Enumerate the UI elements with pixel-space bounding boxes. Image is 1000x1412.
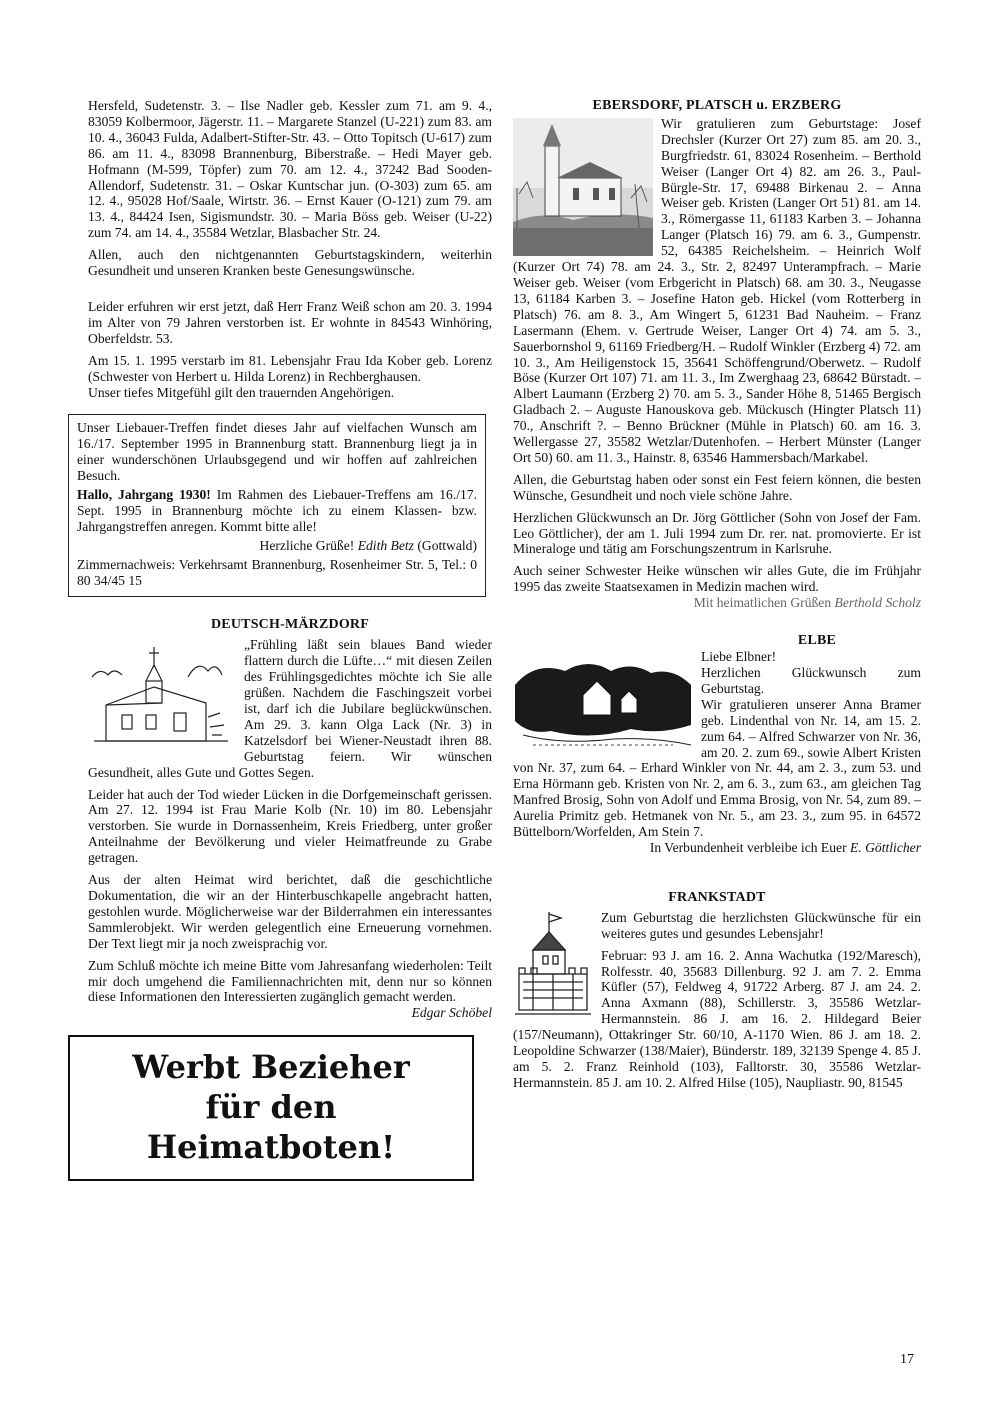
section-heading-maerzdorf: DEUTSCH-MÄRZDORF xyxy=(211,617,369,633)
maerzdorf-documentation: Aus der alten Heimat wird berichtet, daß die geschichtliche Dokumentation, die wir an der Hinterbuschkapelle angebracht hatten, gestohlen wurde. Möglicherweise war der Bilderrahmen ein interessantes Sammlerobjekt. Wir werden gelegentlich eine Erneuerung vornehmen. Der Text liegt mir ja noch zweisprachig vor. xyxy=(88,872,492,951)
ebersdorf-doctorate: Herzlichen Glückwunsch an Dr. Jörg Göttlicher (Sohn von Josef der Fam. Leo Göttlicher), der am 1. Juli 1994 zum Dr. rer. nat. promovierte. Er ist Mineraloge und tätig am Forschungszentrum in Karlsruhe. xyxy=(513,509,921,557)
village-sketch-image xyxy=(513,655,693,753)
elbe-salutation: Liebe Elbner! xyxy=(701,649,777,665)
class-reunion-heading: Hallo, Jahrgang 1930! xyxy=(77,487,211,503)
maerzdorf-request: Zum Schluß möchte ich meine Bitte vom Jahresanfang wiederholen: Teilt mir doch umgehend die Familiennachrichten mit, denn nur so können diese Informationen den Interessierten zugänglich gemacht werden. Edgar Schöbel xyxy=(88,957,492,1021)
maerzdorf-obituary: Leider hat auch der Tod wieder Lücken in die Dorfgemeinschaft gerissen. Am 27. 12. 1994 ist Frau Marie Kolb (Nr. 10) im 80. Lebensjahr verstorben. Sie wurde in Dornassenheim, Kreis Friedberg, unter großer Anteilnahme der Bevölkerung und vieler Heimatfreunde zu Grabe getragen. xyxy=(88,786,492,866)
meeting-notice-text: Unser Liebauer-Treffen findet dieses Jahr auf vielfachen Wunsch am 16./17. September 1995 in Brannenburg statt. Brannenburg liegt ja in einer wunderschönen Urlaubsgegend und wir hoffen auf zahlreichen Besuch. xyxy=(77,420,477,484)
ebersdorf-heike: Auch seiner Schwester Heike wünschen wir alles Gute, die im Frühjahr 1995 das zweite Staatsexamen in Medizin machen wird. Mit heimatlichen Grüßen Berthold Scholz xyxy=(513,563,921,611)
maerzdorf-signature: Edgar Schöbel xyxy=(411,1005,492,1021)
right-column xyxy=(513,98,921,1097)
church-photo-image xyxy=(513,118,653,256)
section-heading-ebersdorf: EBERSDORF, PLATSCH u. ERZBERG xyxy=(592,98,842,113)
condolence: Unser tiefes Mitgefühl gilt den trauernden Angehörigen. xyxy=(88,384,395,400)
ebersdorf-wishes: Allen, die Geburtstag haben oder sonst ein Fest feiern können, die besten Wünsche, Gesundheit und noch viele schöne Jahre. xyxy=(513,471,921,503)
frankstadt-birthdays: Februar: 93 J. am 16. 2. Anna Wachutka (192/Maresch), Rolfesstr. 40, 35683 Dillenburg. 92 J. am 7. 2. Emma Küfler (57), Feldweg 4, 91722 Arberg. 87 J. am 24. 2. Anna Axmann (88), Schillerstr. 3, 35586 Wetzlar-Hermannstein. 86 J. am 16. 2. Hildegard Beier (157/Neumann), Ottakringer Str. 60/10, A-1170 Wien. 86 J. am 18. 2. Leopoldine Schwarzer (138/Maier), Bünderstr. 189, 32139 Spenge 4. 85 J. am 5. 2. Franz Reinhold (103), Falltorstr. 30, 35586 Wetzlar-Hermannstein. 85 J. am 10. 2. Alfred Hilse (105), Naupliastr. 90, 81545 xyxy=(513,947,921,1090)
promo-line-1: Werbt Bezieher xyxy=(132,1048,410,1087)
accommodation-info: Zimmernachweis: Verkehrsamt Brannenburg, Rosenheimer Str. 5, Tel.: 0 80 34/45 15 xyxy=(77,556,477,588)
box-signature: Herzliche Grüße! Edith Betz (Gottwald) xyxy=(259,537,477,553)
promo-line-3: Heimatboten! xyxy=(146,1128,396,1167)
section-heading-elbe: ELBE xyxy=(797,633,837,649)
maerzdorf-greeting: „Frühling läßt sein blaues Band wieder flattern durch die Lüfte…“ mit diesen Zeilen des Frühlingsgedichtes möchte ich Sie alle grüßen. Nachdem die Faschingszeit vorbei ist, darf ich die Jubilare beglückwünschen. Am 29. 3. kann Olga Lack (Nr. 3) in Katzelsdorf bei Wiener-Neustadt ihren 88. Geburtstag feiern. Wir wünschen Gesundheit, alles Gute und Gottes Segen. xyxy=(88,637,492,780)
elbe-congrats: Herzlichen Glückwunsch zum Geburtstag. xyxy=(701,665,921,696)
subscriber-promo-box xyxy=(68,1035,474,1181)
frankstadt-congrats: Zum Geburtstag die herzlichsten Glückwünsche für ein weiteres gutes und gesundes Lebensjahr! xyxy=(601,909,921,941)
meeting-notice-box xyxy=(68,414,486,597)
obituary-kober: Am 15. 1. 1995 verstarb im 81. Lebensjahr Frau Ida Kober geb. Lorenz (Schwester von Herbert u. Hilda Lorenz) in Rechberghausen. xyxy=(88,352,492,384)
promo-line-2: für den xyxy=(205,1088,337,1127)
obituary-weiss: Leider erfuhren wir erst jetzt, daß Herr Franz Weiß schon am 20. 3. 1994 im Alter von 79 Jahren verstorben ist. Er wohnte in 84543 Winhöring, Oberfeldstr. 53. xyxy=(88,298,492,346)
page-number: 17 xyxy=(900,1352,914,1367)
class-reunion-text: Hallo, Jahrgang 1930! Im Rahmen des Liebauer-Treffens am 16./17. Sept. 1995 in Brannenburg möchte ich zu einem Klassen- bzw. Jahrgangstreffen anregen. Kommt bitte alle! xyxy=(77,487,477,534)
wishes-paragraph: Allen, auch den nichtgenannten Geburtstagskindern, weiterhin Gesundheit und unseren Kranken beste Genesungswünsche. xyxy=(88,247,492,279)
section-heading-frankstadt: FRANKSTADT xyxy=(668,889,766,905)
left-column xyxy=(77,98,492,1181)
birthday-list-continued: Hersfeld, Sudetenstr. 3. – Ilse Nadler geb. Kessler zum 71. am 9. 4., 83059 Kolbermoor, Jägerstr. 11. – Margarete Stanzel (U-221) zum 83. am 10. 4., 36043 Fulda, Adalbert-Stifter-Str. 43. – Otto Topitsch (U-617) zum 86. am 11. 4., 83098 Brannenburg, Biberstraße. – Hedi Mayer geb. Hofmann (M-599, Töpfer) zum 70. am 12. 4., 37242 Bad Sooden-Allendorf, Sudetenstr. 31. – Oskar Kuntschar jun. (O-303) zum 65. am 12. 4., 95028 Hof/Saale, Wirtstr. 36. – Ernst Kauer (O-121) zum 79. am 13. 4., 84424 Isen, Sigismundstr. 30. – Maria Böss geb. Weiser (U-22) zum 74. am 14. 4., 35584 Wetzlar, Blasbacher Str. 24. xyxy=(88,98,492,241)
ebersdorf-birthdays: Wir gratulieren zum Geburtstage: Josef Drechsler (Kurzer Ort 27) zum 85. am 20. 3., Burgfriedstr. 61, 83024 Rosenheim. – Berthold Weiser (Langer Ort 4) 82. am 26. 3., Paul-Bürgle-Str. 17, 69488 Birkenau 2. – Anna Weiser geb. Kristen (Langer Ort 51) 81. am 14. 3., Römergasse 11, 61183 Karben 3. – Johanna Langer (Platsch 16) 79. am 6. 3., Gumpenstr. 52, 64385 Reichelsheim. – Heinrich Wolf (Kurzer Ort 74) 78. am 24. 3., Str. 2, 82497 Unterampfrach. – Marie Weiser geb. Weiser (vom Erbgericht in Platsch) 68. am 30. 3., Neugasse 13, 61184 Karben 3. – Josefine Haton geb. Hickel (vom Rotterberg in Platsch) 76. am 8. 3., Am Wingert 5, 61231 Bad Nauheim. – Franz Lasermann (Ehem. v. Gertrude Weiser, Langer Ort 4) 74. am 5. 3., Sauerbornshol 9, 61169 Friedberg/H. – Rudolf Winkler (Erzberg 4) 72. am 10. 3., Am Heiligenstock 15, 35641 Schöffengrund/Oberwetz. – Rudolf Böse (Kurzer Ort 107) 71. am 11. 3., Im Zwerghaag 23, 68642 Bürstadt. – Albert Laumann (Erzberg 2) 70. am 5. 3., Sander Höhe 8, 51465 Bergisch Gladbach 2. – Auguste Hanouskova geb. Mückusch (Hingter Platsch 11) 70., Anschrift ?. – Benno Brückner (Mühle in Platsch) 60. am 16. 3. Wellergasse 27, 35582 Wetzlar/Dutenhofen. – Herbert Münster (Langer Ort 50) 60. am 11. 3., Hainstr. 8, 63546 Hammersbach/Markabel. xyxy=(513,115,921,465)
chapel-sketch-image xyxy=(88,637,236,749)
elbe-closing: In Verbundenheit verbleibe ich Euer E. Göttlicher xyxy=(649,839,921,855)
ebersdorf-signature: Berthold Scholz xyxy=(834,595,921,611)
elbe-birthdays: Wir gratulieren unserer Anna Bramer geb. Lindenthal von Nr. 14, am 15. 2. zum 64. – Alfred Schwarzer von Nr. 36, am 20. 2. zum 69., sowie Albert Kristen von Nr. 37, zum 64. – Erhard Winkler von Nr. 44, am 2. 3., zum 53. und Erna Hörmann geb. Kristen von Nr. 2, am 6. 3., zum 63., am gleichen Tag Manfred Brosig, Sohn von Adolf und Emma Brosig, von Nr. 54, zum 89. – Aurelia Primitz geb. Hetmanek von Nr. 5., am 23. 3., zum 95. in 64572 Büttelborn/Worfelden, Am Stein 7. xyxy=(513,696,921,840)
elbe-signature: E. Göttlicher xyxy=(850,839,921,855)
castle-sketch-image xyxy=(513,910,593,1020)
